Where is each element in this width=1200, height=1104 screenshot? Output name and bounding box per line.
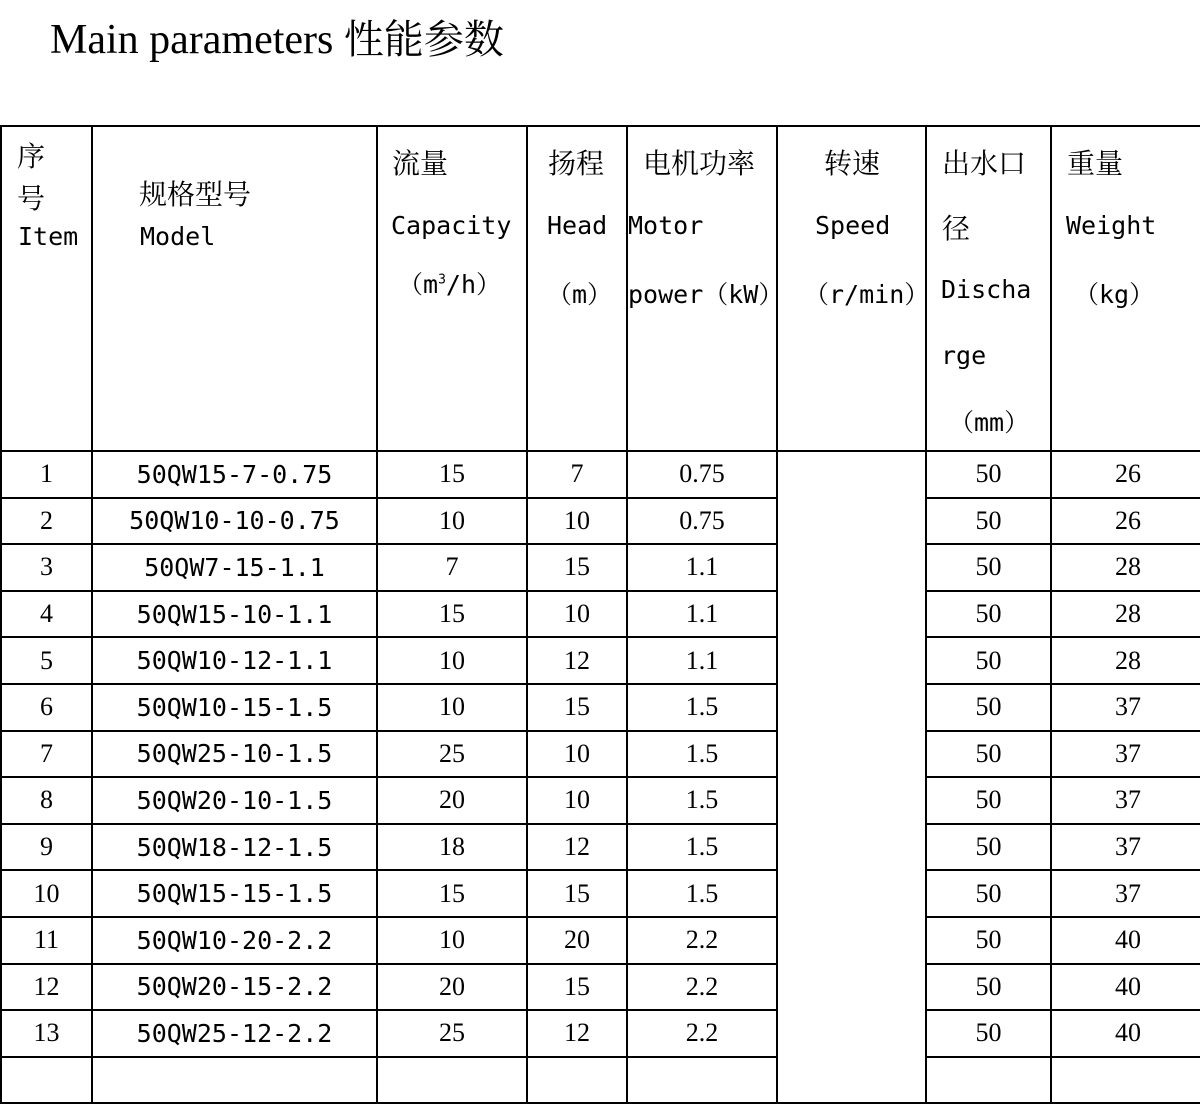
header-speed (777, 126, 930, 451)
cell-weight: 37 (1051, 870, 1200, 917)
title-zh: 性能参数 (343, 17, 504, 63)
header-discharge-unit: （mm） (949, 408, 1030, 437)
table-row (1, 731, 1200, 778)
header-capacity-en: Capacity (391, 211, 512, 240)
cell-power (627, 1057, 777, 1104)
cell-head: 15 (527, 684, 627, 731)
table-row (1, 498, 1200, 545)
cell-discharge: 50 (926, 1010, 1051, 1057)
cell-model: 50QW10-20-2.2 (92, 917, 377, 964)
cell-model (92, 1057, 377, 1104)
cell-power: 1.5 (627, 684, 777, 731)
cell-model: 50QW20-10-1.5 (92, 777, 377, 824)
cell-capacity: 15 (377, 870, 527, 917)
table-row (1, 1057, 1200, 1104)
header-weight (1051, 126, 1200, 451)
cell-discharge: 50 (926, 451, 1051, 498)
cell-capacity: 15 (377, 451, 527, 498)
cell-weight: 37 (1051, 731, 1200, 778)
cell-weight: 26 (1051, 451, 1200, 498)
cell-discharge: 50 (926, 731, 1051, 778)
cell-capacity: 18 (377, 824, 527, 871)
cell-power: 1.5 (627, 777, 777, 824)
cell-head: 10 (527, 591, 627, 638)
table-row (1, 684, 1200, 731)
cell-capacity: 15 (377, 591, 527, 638)
cell-item: 1 (1, 451, 92, 498)
cell-weight: 28 (1051, 591, 1200, 638)
header-head-zh: 扬程 (548, 147, 605, 180)
cell-power: 2.2 (627, 917, 777, 964)
cell-head: 15 (527, 544, 627, 591)
header-discharge-en2: rge (941, 341, 987, 370)
header-capacity (377, 126, 527, 451)
cell-item: 6 (1, 684, 92, 731)
header-motor-power (627, 126, 784, 451)
cell-discharge: 50 (926, 637, 1051, 684)
header-discharge-zh1: 出水口 (942, 147, 1027, 180)
cell-weight: 37 (1051, 777, 1200, 824)
cell-capacity (377, 1057, 527, 1104)
cell-discharge: 50 (926, 684, 1051, 731)
cell-item (1, 1057, 92, 1104)
table-row (1, 544, 1200, 591)
table-row (1, 637, 1200, 684)
cell-capacity: 25 (377, 1010, 527, 1057)
table-row (1, 964, 1200, 1011)
cell-weight: 40 (1051, 964, 1200, 1011)
header-item-zh2: 号 (17, 182, 46, 215)
cell-item: 13 (1, 1010, 92, 1057)
cell-capacity: 20 (377, 777, 527, 824)
header-row (1, 126, 1200, 451)
cell-weight: 28 (1051, 637, 1200, 684)
cell-head: 15 (527, 870, 627, 917)
cell-weight: 40 (1051, 1010, 1200, 1057)
header-head-unit: （m） (547, 280, 613, 309)
cell-capacity: 20 (377, 964, 527, 1011)
cell-capacity: 10 (377, 637, 527, 684)
table-row (1, 591, 1200, 638)
cell-item: 12 (1, 964, 92, 1011)
cell-power: 1.1 (627, 591, 777, 638)
cell-power: 2.2 (627, 964, 777, 1011)
cell-power: 1.1 (627, 544, 777, 591)
cell-item: 7 (1, 731, 92, 778)
header-discharge (926, 126, 1051, 451)
cell-head: 10 (527, 498, 627, 545)
table-row (1, 451, 1200, 498)
cell-head: 10 (527, 731, 627, 778)
cell-weight: 40 (1051, 917, 1200, 964)
cell-discharge: 50 (926, 824, 1051, 871)
header-item (1, 126, 92, 451)
cell-discharge: 50 (926, 870, 1051, 917)
cell-model: 50QW25-12-2.2 (92, 1010, 377, 1057)
header-head-en: Head (547, 211, 608, 240)
parameters-table (0, 125, 1200, 1104)
cell-discharge: 50 (926, 591, 1051, 638)
cell-head: 15 (527, 964, 627, 1011)
cell-head (527, 1057, 627, 1104)
cell-discharge: 50 (926, 917, 1051, 964)
cell-head: 10 (527, 777, 627, 824)
header-speed-unit: （r/min） (804, 280, 930, 309)
header-model (92, 126, 377, 451)
cell-capacity: 10 (377, 498, 527, 545)
title-en: Main parameters (50, 17, 334, 63)
cell-item: 11 (1, 917, 92, 964)
cell-model: 50QW10-10-0.75 (92, 498, 377, 545)
cell-discharge: 50 (926, 544, 1051, 591)
cell-speed-merged (777, 451, 926, 1103)
cell-power: 1.5 (627, 870, 777, 917)
cell-head: 20 (527, 917, 627, 964)
table-row (1, 870, 1200, 917)
page-title (50, 14, 504, 66)
cell-weight (1051, 1057, 1200, 1104)
cell-model: 50QW10-15-1.5 (92, 684, 377, 731)
cell-model: 50QW15-10-1.1 (92, 591, 377, 638)
header-model-zh: 规格型号 (139, 178, 252, 211)
cell-item: 8 (1, 777, 92, 824)
header-weight-unit: （kg） (1074, 280, 1155, 309)
cell-discharge: 50 (926, 777, 1051, 824)
cell-capacity: 7 (377, 544, 527, 591)
cell-model: 50QW15-7-0.75 (92, 451, 377, 498)
cell-weight: 37 (1051, 824, 1200, 871)
cell-model: 50QW20-15-2.2 (92, 964, 377, 1011)
header-weight-en: Weight (1066, 211, 1157, 240)
cell-weight: 28 (1051, 544, 1200, 591)
cell-weight: 37 (1051, 684, 1200, 731)
cell-power: 1.1 (627, 637, 777, 684)
header-weight-zh: 重量 (1067, 147, 1124, 180)
cell-item: 5 (1, 637, 92, 684)
cell-discharge: 50 (926, 498, 1051, 545)
cell-capacity: 10 (377, 917, 527, 964)
header-speed-en: Speed (815, 211, 891, 240)
header-motor-en: Motor (628, 211, 704, 240)
cell-head: 12 (527, 1010, 627, 1057)
cell-power: 2.2 (627, 1010, 777, 1057)
cell-model: 50QW10-12-1.1 (92, 637, 377, 684)
table-row (1, 777, 1200, 824)
cell-item: 10 (1, 870, 92, 917)
cell-capacity: 10 (377, 684, 527, 731)
cell-head: 7 (527, 451, 627, 498)
header-discharge-en1: Discha (941, 275, 1032, 304)
table-row (1, 824, 1200, 871)
cell-power: 0.75 (627, 498, 777, 545)
cell-item: 9 (1, 824, 92, 871)
table-row (1, 1010, 1200, 1057)
cell-power: 0.75 (627, 451, 777, 498)
cell-model: 50QW15-15-1.5 (92, 870, 377, 917)
header-item-zh1: 序 (17, 140, 46, 173)
header-motor-unit: power（kW） (628, 280, 784, 309)
cell-discharge: 50 (926, 964, 1051, 1011)
cell-item: 4 (1, 591, 92, 638)
cell-head: 12 (527, 824, 627, 871)
cell-model: 50QW18-12-1.5 (92, 824, 377, 871)
cell-power: 1.5 (627, 824, 777, 871)
header-motor-zh: 电机功率 (643, 147, 756, 180)
cell-weight: 26 (1051, 498, 1200, 545)
header-capacity-unit: $(m^3/h)$ (398, 270, 501, 299)
cell-head: 12 (527, 637, 627, 684)
header-speed-zh: 转速 (824, 147, 881, 180)
header-model-en: Model (140, 222, 216, 251)
header-capacity-zh: 流量 (392, 147, 449, 180)
header-item-en: Item (18, 222, 79, 251)
cell-item: 2 (1, 498, 92, 545)
header-head (527, 126, 627, 451)
cell-power: 1.5 (627, 731, 777, 778)
cell-discharge (926, 1057, 1051, 1104)
cell-capacity: 25 (377, 731, 527, 778)
header-discharge-zh2: 径 (942, 212, 971, 245)
table-row (1, 917, 1200, 964)
cell-model: 50QW7-15-1.1 (92, 544, 377, 591)
cell-item: 3 (1, 544, 92, 591)
cell-model: 50QW25-10-1.5 (92, 731, 377, 778)
